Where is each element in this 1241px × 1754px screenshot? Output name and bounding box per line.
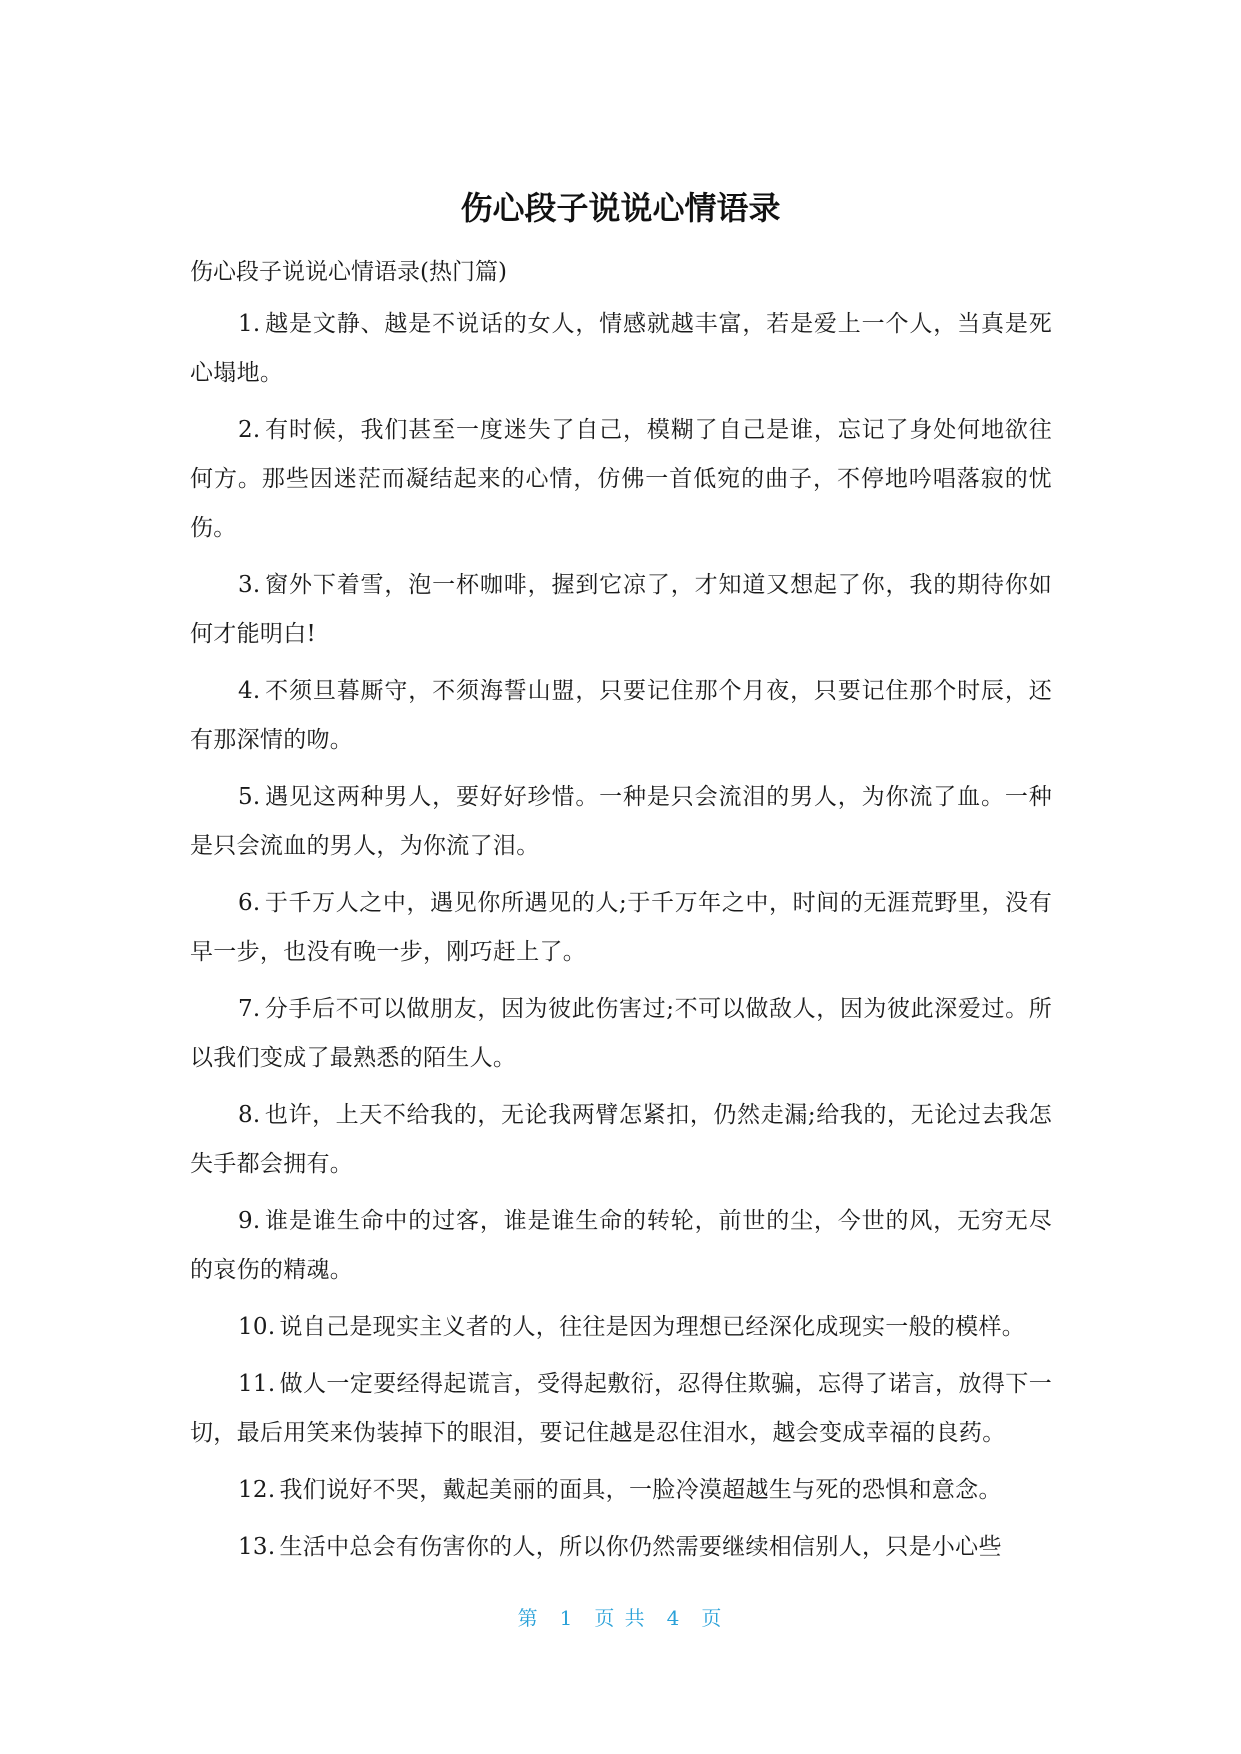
- paragraph: [190, 561, 1052, 659]
- paragraph-number: 3.: [238, 572, 261, 598]
- paragraph-number: 9.: [238, 1208, 261, 1234]
- paragraph-text: 分手后不可以做朋友，因为彼此伤害过;不可以做敌人，因为彼此深爱过。所以我们变成了最熟悉的陌生人。: [190, 996, 1052, 1071]
- paragraph-number: 2.: [238, 417, 261, 443]
- paragraph: [190, 1091, 1052, 1189]
- paragraph: [190, 1360, 1052, 1458]
- paragraph-text: 也许，上天不给我的，无论我两臂怎紧扣，仍然走漏;给我的，无论过去我怎失手都会拥有。: [190, 1102, 1052, 1177]
- paragraph-number: 12.: [238, 1477, 276, 1503]
- paragraph-number: 8.: [238, 1102, 261, 1128]
- paragraph-number: 11.: [238, 1371, 276, 1397]
- paragraph: [190, 300, 1052, 398]
- footer-total-pages: 4: [666, 1606, 682, 1630]
- footer-prefix: 第: [517, 1606, 540, 1630]
- paragraph-text: 窗外下着雪，泡一杯咖啡，握到它凉了，才知道又想起了你，我的期待你如何才能明白!: [190, 572, 1052, 647]
- paragraph: [190, 1197, 1052, 1295]
- footer-suffix: 页: [701, 1606, 724, 1630]
- paragraph-number: 6.: [238, 890, 261, 916]
- paragraph: [190, 406, 1052, 553]
- paragraph-text: 谁是谁生命中的过客，谁是谁生命的转轮，前世的尘，今世的风，无穷无尽的哀伤的精魂。: [190, 1208, 1052, 1283]
- paragraph-text: 不须旦暮厮守，不须海誓山盟，只要记住那个月夜，只要记住那个时辰，还有那深情的吻。: [190, 678, 1052, 753]
- document-title: 伤心段子说说心情语录: [460, 189, 781, 227]
- paragraph-number: 5.: [238, 784, 261, 810]
- paragraph: [190, 773, 1052, 871]
- paragraph-number: 13.: [238, 1534, 276, 1560]
- page-footer: [0, 1604, 1241, 1632]
- footer-current-page: 1: [559, 1606, 575, 1630]
- paragraph-text: 有时候，我们甚至一度迷失了自己，模糊了自己是谁，忘记了身处何地欲往何方。那些因迷茫而凝结起来的心情，仿佛一首低宛的曲子，不停地吟唱落寂的忧伤。: [190, 417, 1052, 541]
- paragraph-number: 4.: [238, 678, 261, 704]
- paragraph-text: 遇见这两种男人，要好好珍惜。一种是只会流泪的男人，为你流了血。一种是只会流血的男人，为你流了泪。: [190, 784, 1052, 859]
- paragraph-text: 越是文静、越是不说话的女人，情感就越丰富，若是爱上一个人，当真是死心塌地。: [190, 311, 1052, 386]
- paragraph-text: 生活中总会有伤害你的人，所以你仍然需要继续相信别人，只是小心些: [279, 1534, 1002, 1560]
- paragraph: [190, 985, 1052, 1083]
- paragraph-number: 7.: [238, 996, 261, 1022]
- paragraph-text: 于千万人之中，遇见你所遇见的人;于千万年之中，时间的无涯荒野里，没有早一步，也没有晚一步，刚巧赶上了。: [190, 890, 1052, 965]
- paragraph-number: 1.: [238, 311, 261, 337]
- paragraph: [190, 667, 1052, 765]
- paragraph: [190, 1466, 1052, 1515]
- paragraph: [190, 1303, 1052, 1352]
- paragraph-number: 10.: [238, 1314, 276, 1340]
- paragraph: [190, 879, 1052, 977]
- footer-middle: 页 共: [594, 1606, 647, 1630]
- paragraph-list: [190, 300, 1052, 1580]
- document-subtitle: 伤心段子说说心情语录(热门篇): [190, 259, 507, 285]
- paragraph-text: 我们说好不哭，戴起美丽的面具，一脸冷漠超越生与死的恐惧和意念。: [279, 1477, 1002, 1503]
- paragraph-text: 做人一定要经得起谎言，受得起敷衍，忍得住欺骗，忘得了诺言，放得下一切，最后用笑来伪装掉下的眼泪，要记住越是忍住泪水，越会变成幸福的良药。: [190, 1371, 1052, 1446]
- paragraph: [190, 1523, 1052, 1572]
- paragraph-text: 说自己是现实主义者的人，往往是因为理想已经深化成现实一般的模样。: [279, 1314, 1026, 1340]
